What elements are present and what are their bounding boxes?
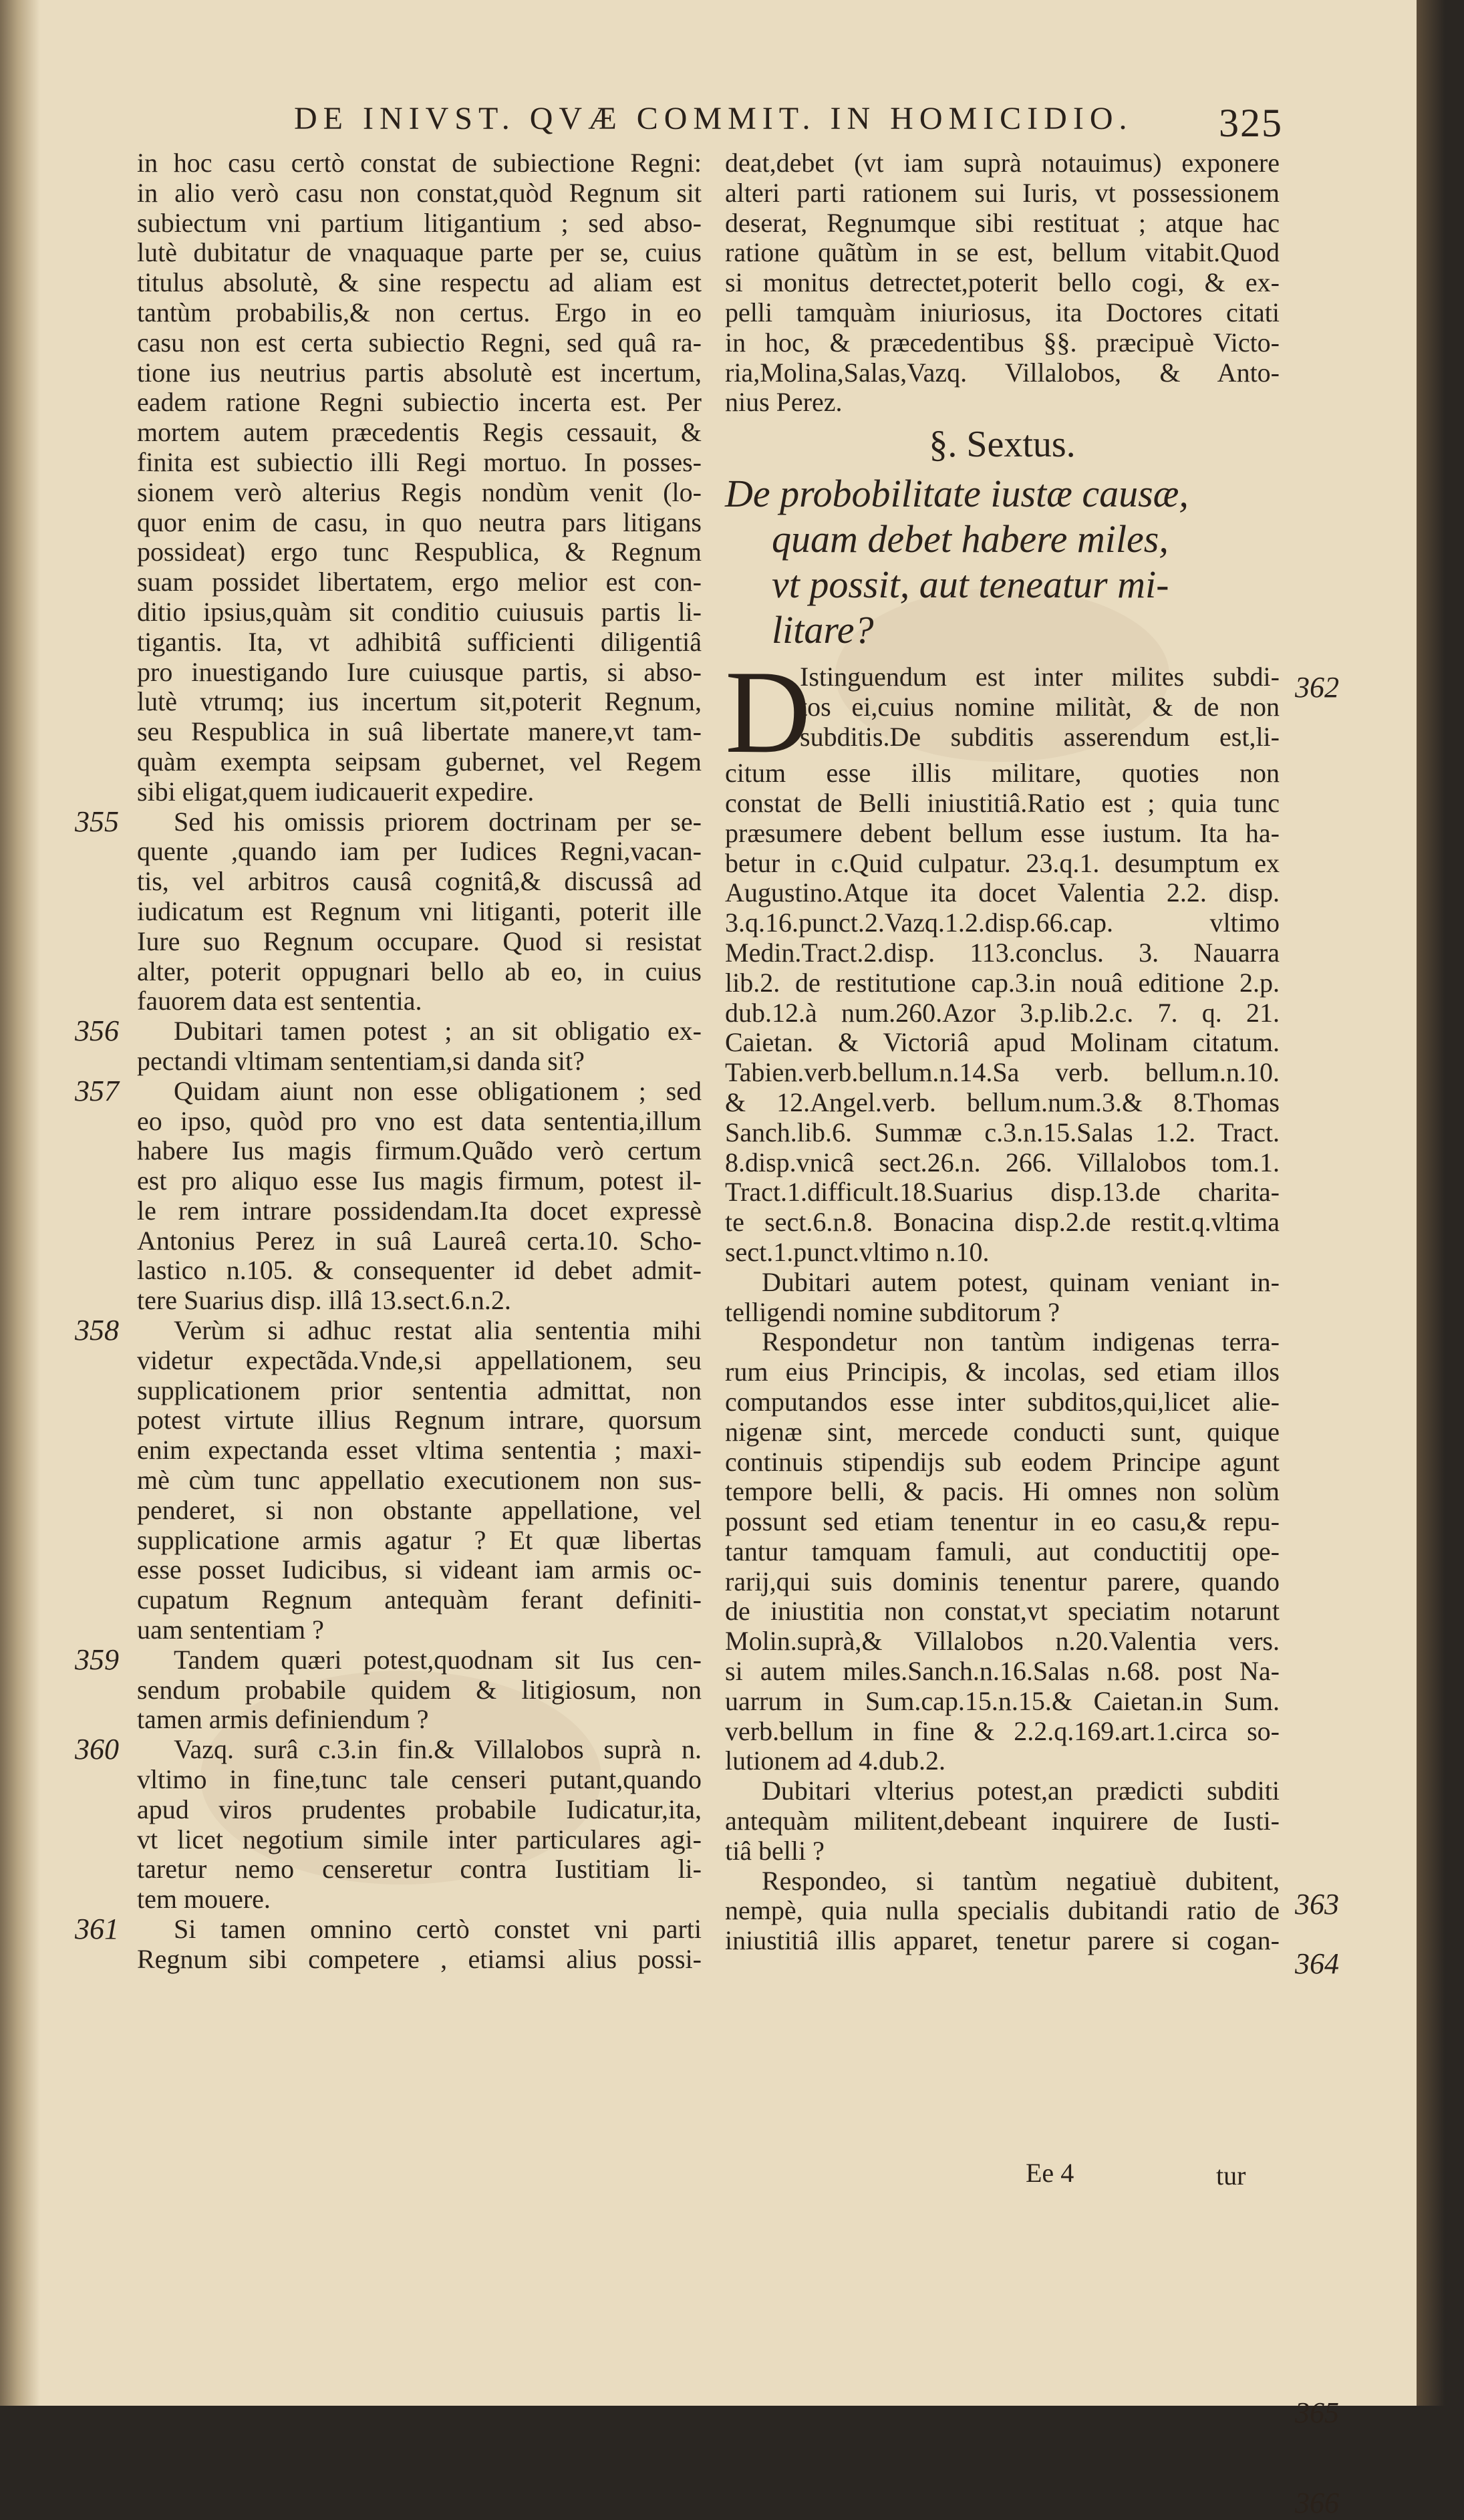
- text-line: pectandi vltimam sententiam,si danda sit?: [137, 1045, 585, 1076]
- text-line: fauorem data est sententia.: [137, 986, 422, 1016]
- text-line: subiectum vni partium litigantium ; sed abso-: [137, 207, 702, 238]
- margin-number: 366: [1295, 2487, 1339, 2519]
- text-line: lib.2. de restitutione cap.3.in nouâ editione 2.p.: [725, 967, 1280, 998]
- text-line: pro inuestigando Iure cuiusque partis, si abso-: [137, 656, 702, 687]
- text-line: Quidam aiunt non esse obligationem ; sed: [174, 1075, 702, 1106]
- text-line: videtur expectãda.Vnde,si appellationem, seu: [137, 1345, 702, 1375]
- text-line: taretur nemo censeretur contra Iustitiam li-: [137, 1854, 702, 1884]
- text-line: Augustino.Atque ita docet Valentia 2.2. disp.: [725, 877, 1280, 908]
- text-line: lutè vtrumq; ius incertum sit,poterit Regnum,: [137, 686, 702, 717]
- text-line: possideat) ergo tunc Respublica, & Regnum: [137, 537, 702, 567]
- text-line: sect.1.punct.vltimo n.10.: [725, 1236, 990, 1267]
- text-line: de iniustitia non constat,vt speciatim notarunt: [725, 1596, 1280, 1627]
- running-title: DE INIVST. QVÆ COMMIT. IN HOMICIDIO.: [294, 101, 1133, 136]
- drop-cap-text-line: Istinguendum est inter milites subdi-: [800, 662, 1280, 692]
- margin-number: 361: [75, 1913, 119, 1945]
- text-line: est pro aliquo esse Ius magis firmum, potest il-: [137, 1165, 702, 1196]
- margin-number: 357: [75, 1075, 119, 1107]
- text-line: tempore belli, & pacis. Hi omnes non solùm: [725, 1476, 1280, 1507]
- text-line: Respondetur non tantùm indigenas terra-: [762, 1326, 1280, 1357]
- drop-cap-letter: D: [725, 646, 811, 779]
- text-line: sionem verò alterius Regis nondùm venit (lo-: [137, 476, 702, 507]
- text-line: nius Perez.: [725, 387, 843, 418]
- text-line: Caietan. & Victoriâ apud Molinam citatum.: [725, 1027, 1280, 1058]
- text-line: potest virtute illius Regnum intrare, quorsum: [137, 1405, 702, 1435]
- question-title: [725, 471, 1280, 653]
- margin-number: 362: [1295, 671, 1339, 704]
- text-line: tantùm probabilis,& non certus. Ergo in eo: [137, 297, 702, 327]
- margin-number: 365: [1295, 2396, 1339, 2429]
- text-line: cupatum Regnum antequàm ferant definiti-: [137, 1584, 702, 1615]
- question-title-line: litare?: [772, 608, 874, 652]
- text-line: Respondeo, si tantùm negatiuè dubitent,: [762, 1865, 1280, 1896]
- text-line: computandos esse inter subditos,qui,licet alie-: [725, 1386, 1280, 1417]
- text-line: tione ius neutrius partis absolutè est incertum,: [137, 357, 702, 388]
- text-line: alteri parti rationem sui Iuris, vt possessionem: [725, 177, 1280, 208]
- text-line: Tandem quæri potest,quodnam sit Ius cen-: [174, 1644, 702, 1675]
- text-line: enim expectanda esset vltima sententia ; maxi-: [137, 1435, 702, 1465]
- text-line: vltimo in fine,tunc tale censeri putant,quando: [137, 1764, 702, 1795]
- margin-number: 359: [75, 1643, 119, 1676]
- text-line: 8.disp.vnicâ sect.26.n. 266. Villalobos tom.1.: [725, 1147, 1280, 1177]
- text-line: continuis stipendijs sub eodem Principe agunt: [725, 1446, 1280, 1477]
- text-line: constat de Belli iniustitiâ.Ratio est ; quia tunc: [725, 787, 1280, 818]
- text-line: nempè, quia nulla specialis dubitandi ratio de: [725, 1895, 1280, 1926]
- text-line: le rem intrare possidendam.Ita docet expressè: [137, 1195, 702, 1226]
- text-line: apud viros prudentes probabile Iudicatur,ita,: [137, 1794, 702, 1824]
- text-line: tem mouere.: [137, 1884, 271, 1915]
- text-line: Si tamen omnino certò constet vni parti: [174, 1914, 702, 1945]
- text-line: tiâ belli ?: [725, 1835, 825, 1866]
- text-line: iudicatum est Regnum vni litiganti, poterit ille: [137, 895, 702, 926]
- text-line: casu non est certa subiectio Regni, sed quâ ra-: [137, 327, 702, 358]
- section-heading: §. Sextus.: [929, 424, 1076, 466]
- signature-mark: Ee 4: [1026, 2158, 1074, 2188]
- text-line: eadem ratione Regni subiectio incerta est. Per: [137, 387, 702, 418]
- text-line: Dubitari vlterius potest,an prædicti subditi: [762, 1776, 1280, 1806]
- text-line: uarrum in Sum.cap.15.n.15.& Caietan.in Sum.: [725, 1685, 1280, 1716]
- text-line: in hoc casu certò constat de subiectione Regni:: [137, 148, 702, 178]
- text-line: dub.12.à num.260.Azor 3.p.lib.2.c. 7. q. 21.: [725, 997, 1280, 1028]
- drop-cap-text-line: subditis.De subditis asserendum est,li-: [800, 721, 1280, 752]
- page-gutter-shadow: [0, 0, 40, 2406]
- text-line: telligendi nomine subditorum ?: [725, 1296, 1060, 1327]
- question-title-line: vt possit, aut teneatur mi-: [772, 563, 1169, 607]
- text-line: Tract.1.difficult.18.Suarius disp.13.de charita-: [725, 1177, 1280, 1208]
- margin-number: 360: [75, 1733, 119, 1766]
- text-line: te sect.6.n.8. Bonacina disp.2.de restit.q.vltima: [725, 1207, 1280, 1238]
- text-line: Tabien.verb.bellum.n.14.Sa verb. bellum.n.10.: [725, 1057, 1280, 1088]
- text-line: nigenæ sint, mercede conducti sunt, quique: [725, 1416, 1280, 1447]
- text-line: si autem miles.Sanch.n.16.Salas n.68. post Na-: [725, 1656, 1280, 1687]
- text-line: uam sententiam ?: [137, 1615, 324, 1645]
- text-line: 3.q.16.punct.2.Vazq.1.2.disp.66.cap. vltimo: [725, 907, 1280, 938]
- text-line: finita est subiectio illi Regi mortuo. In posses-: [137, 446, 702, 477]
- margin-number: 358: [75, 1314, 119, 1347]
- text-line: rarij,qui suis dominis tenentur parere, quando: [725, 1566, 1280, 1596]
- binding-edge: [1417, 0, 1464, 2406]
- catchword: tur: [1216, 2160, 1246, 2191]
- text-line: tigantis. Ita, vt adhibitâ sufficienti diligentiâ: [137, 626, 702, 657]
- text-line: penderet, si non obstante appellatione, vel: [137, 1494, 702, 1525]
- drop-cap-lines: [725, 662, 1280, 752]
- text-line: tamen armis definiendum ?: [137, 1704, 429, 1735]
- text-line: possunt sed etiam tenentur in eo casu,& repu-: [725, 1506, 1280, 1537]
- text-line: deserat, Regnumque sibi restituat ; atque hac: [725, 207, 1280, 238]
- text-line: eo ipso, quòd pro vno est data sententia,illum: [137, 1105, 702, 1136]
- text-line: Verùm si adhuc restat alia sententia mihi: [174, 1315, 702, 1346]
- text-line: si monitus detrectet,poterit bello cogi, & ex-: [725, 267, 1280, 298]
- margin-number: 363: [1295, 1888, 1339, 1921]
- text-line: rum eius Principis, & incolas, sed etiam illos: [725, 1357, 1280, 1387]
- running-header: [294, 100, 1283, 147]
- text-line: iniustitiâ illis apparet, tenetur parere si cogan-: [725, 1925, 1280, 1956]
- text-line: seu Respublica in suâ libertate manere,vt tam-: [137, 716, 702, 747]
- right-text-column: [725, 148, 1280, 1956]
- text-line: mortem autem præcedentis Regis cessauit, &: [137, 417, 702, 448]
- text-line: Molin.suprà,& Villalobos n.20.Valentia vers.: [725, 1626, 1280, 1657]
- text-line: Sed his omissis priorem doctrinam per se-: [174, 806, 702, 837]
- question-title-line: De probobilitate iustæ causæ,: [725, 472, 1189, 516]
- text-line: Medin.Tract.2.disp. 113.conclus. 3. Nauarra: [725, 937, 1280, 968]
- text-line: vt licet negotium simile inter particulares agi-: [137, 1824, 702, 1854]
- question-title-line: quam debet habere miles,: [772, 517, 1169, 561]
- text-line: habere Ius magis firmum.Quãdo verò certum: [137, 1135, 702, 1166]
- text-line: sendum probabile quidem & litigiosum, non: [137, 1674, 702, 1705]
- text-line: mè cùm tunc appellatio executionem non sus-: [137, 1465, 702, 1496]
- text-line: lutè dubitatur de vnaquaque parte per se, cuius: [137, 237, 702, 268]
- page-number: 325: [1219, 101, 1283, 145]
- text-line: tere Suarius disp. illâ 13.sect.6.n.2.: [137, 1285, 511, 1316]
- text-line: Dubitari autem potest, quinam veniant in-: [762, 1266, 1280, 1297]
- left-text-column: [137, 148, 702, 1975]
- text-line: supplicatione armis agatur ? Et quæ libertas: [137, 1524, 702, 1555]
- text-line: præsumere debent bellum esse iustum. Ita ha-: [725, 817, 1280, 848]
- text-line: in hoc, & præcedentibus §§. præcipuè Victo-: [725, 327, 1280, 358]
- margin-number: 355: [75, 805, 119, 838]
- text-line: titulus absolutè, & sine respectu ad aliam est: [137, 267, 702, 298]
- text-line: quente ,quando iam per Iudices Regni,vacan-: [137, 836, 702, 867]
- text-line: in alio verò casu non constat,quòd Regnum sit: [137, 177, 702, 208]
- text-line: quàm exempta seipsam gubernet, vel Regem: [137, 746, 702, 777]
- text-line: Dubitari tamen potest ; an sit obligatio ex-: [174, 1016, 702, 1046]
- right-column-body: [725, 758, 1280, 1956]
- text-line: & 12.Angel.verb. bellum.num.3.& 8.Thomas: [725, 1087, 1280, 1117]
- text-line: alter, poterit oppugnari bello ab eo, in cuius: [137, 956, 702, 986]
- text-line: ditio ipsius,quàm sit conditio cuiusuis partis li-: [137, 596, 702, 627]
- text-line: tantur tamquam famuli, aut conductitij ope-: [725, 1536, 1280, 1566]
- text-line: Iure suo Regnum occupare. Quod si resistat: [137, 926, 702, 956]
- text-line: verb.bellum in fine & 2.2.q.169.art.1.circa so-: [725, 1715, 1280, 1746]
- text-line: quor enim de casu, in quo neutra pars litigans: [137, 507, 702, 537]
- margin-number: 364: [1295, 1947, 1339, 1980]
- text-line: deat,debet (vt iam suprà notauimus) exponere: [725, 148, 1280, 178]
- text-line: esse posset Iudicibus, si videant iam armis oc-: [137, 1554, 702, 1585]
- text-line: Antonius Perez in suâ Laureâ certa.10. Scho-: [137, 1225, 702, 1256]
- text-line: Sanch.lib.6. Summæ c.3.n.15.Salas 1.2. Tract.: [725, 1117, 1280, 1147]
- text-line: lastico n.105. & consequenter id debet admit-: [137, 1255, 702, 1286]
- text-line: sibi eligat,quem iudicauerit expedire.: [137, 776, 535, 807]
- text-line: citum esse illis militare, quoties non: [725, 758, 1280, 789]
- drop-cap-text-line: tos ei,cuius nomine militàt, & de non: [800, 691, 1280, 722]
- text-line: tis, vel arbitros causâ cognitâ,& discussâ ad: [137, 866, 702, 897]
- text-line: betur in c.Quid culpatur. 23.q.1. desumptum ex: [725, 847, 1280, 878]
- text-line: antequàm militent,debeant inquirere de Iusti-: [725, 1806, 1280, 1836]
- text-line: Regnum sibi competere , etiamsi alius possi-: [137, 1943, 702, 1974]
- text-line: supplicationem prior sententia admittat, non: [137, 1375, 702, 1405]
- text-line: suam possidet libertatem, ergo melior est con-: [137, 567, 702, 597]
- margin-number: 356: [75, 1014, 119, 1047]
- text-line: Vazq. surâ c.3.in fin.& Villalobos suprà n.: [174, 1734, 702, 1765]
- right-column-continuation: [725, 148, 1280, 418]
- text-line: ratione quãtùm in se est, bellum vitabit.Quod: [725, 237, 1280, 268]
- text-line: ria,Molina,Salas,Vazq. Villalobos, & Anto-: [725, 357, 1280, 388]
- text-line: lutionem ad 4.dub.2.: [725, 1745, 945, 1776]
- text-line: pelli tamquàm iniuriosus, ita Doctores citati: [725, 297, 1280, 327]
